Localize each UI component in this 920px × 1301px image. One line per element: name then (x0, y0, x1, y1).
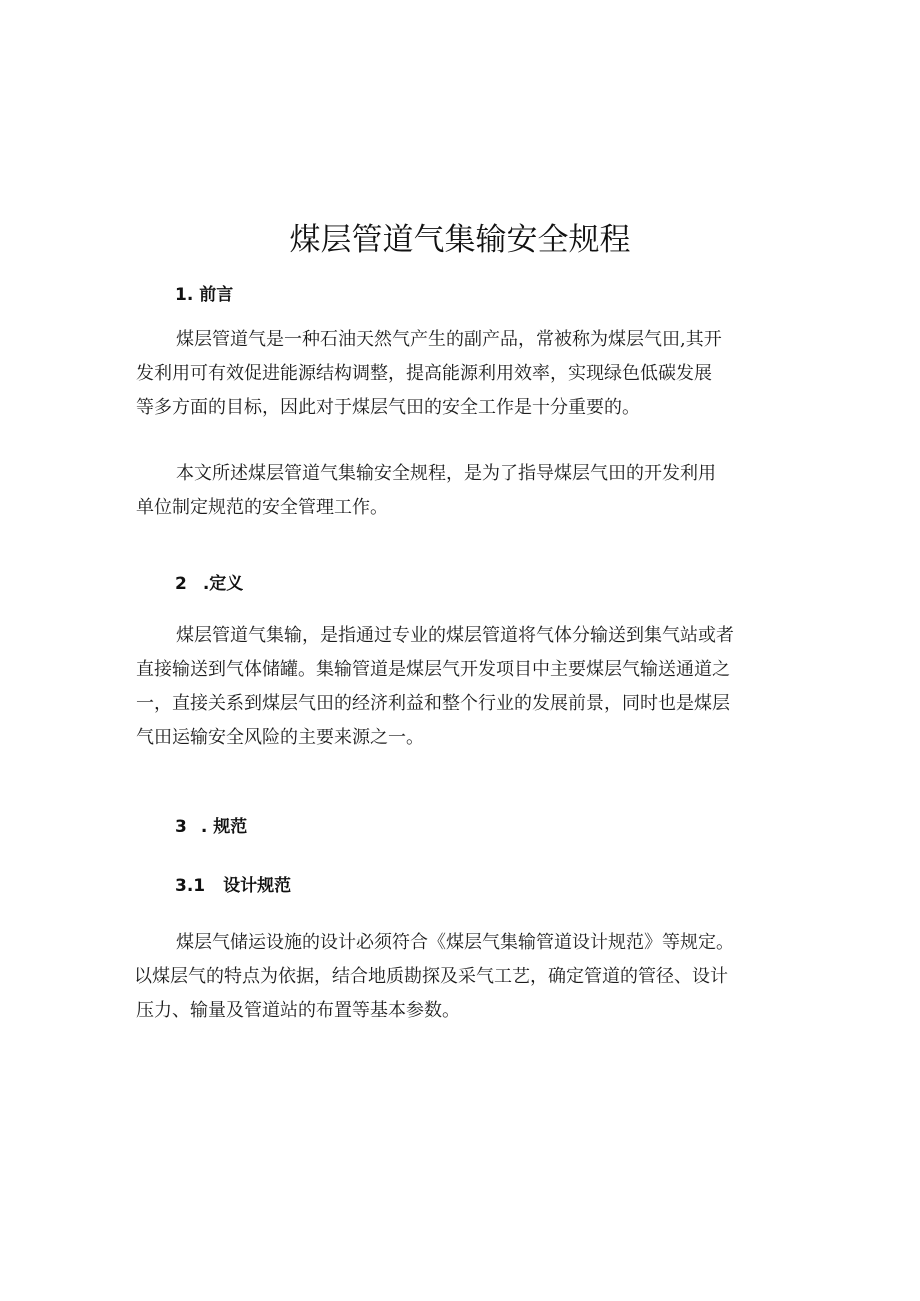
text-line: 单位制定规范的安全管理工作。 (136, 497, 388, 518)
subsection-number: 3.1 (175, 876, 206, 896)
text-line: 煤层管道气集输，是指通过专业的煤层管道将气体分输送到集气站或者 (176, 625, 734, 646)
document-title: 煤层管道气集输安全规程 (289, 222, 631, 258)
section-heading-specification (175, 812, 247, 837)
section-title: . 规范 (200, 817, 248, 837)
subsection-title: 设计规范 (223, 876, 292, 896)
text-line: 一，直接关系到煤层气田的经济利益和整个行业的发展前景，同时也是煤层 (136, 693, 730, 714)
design-paragraph (136, 926, 798, 1028)
preface-paragraph-2 (136, 457, 798, 525)
text-line: 直接输送到气体储罐。集输管道是煤层气开发项目中主要煤层气输送通道之 (136, 659, 730, 680)
text-line: 压力、输量及管道站的布置等基本参数。 (136, 1000, 460, 1021)
text-line: 发利用可有效促进能源结构调整，提高能源利用效率，实现绿色低碳发展 (136, 363, 712, 384)
text-line: 煤层气储运设施的设计必须符合《煤层气集输管道设计规范》等规定。 (176, 932, 734, 953)
text-line: 气田运输安全风险的主要来源之一。 (136, 727, 424, 748)
section-heading-preface: 1. 前言 (175, 285, 234, 305)
section-heading-definition (175, 569, 243, 594)
text-line: 本文所述煤层管道气集输安全规程，是为了指导煤层气田的开发利用 (176, 463, 716, 484)
definition-paragraph (136, 619, 798, 755)
section-title: .定义 (202, 574, 244, 594)
text-line: 煤层管道气是一种石油天然气产生的副产品，常被称为煤层气田,其开 (176, 329, 722, 350)
section-number: 3 (175, 817, 187, 837)
text-line: 以煤层气的特点为依据，结合地质勘探及采气工艺，确定管道的管径、设计 (134, 966, 728, 987)
subsection-heading-design (175, 871, 291, 896)
preface-paragraph-1 (136, 323, 798, 425)
text-line: 等多方面的目标，因此对于煤层气田的安全工作是十分重要的。 (136, 397, 640, 418)
section-number: 2 (175, 574, 187, 594)
